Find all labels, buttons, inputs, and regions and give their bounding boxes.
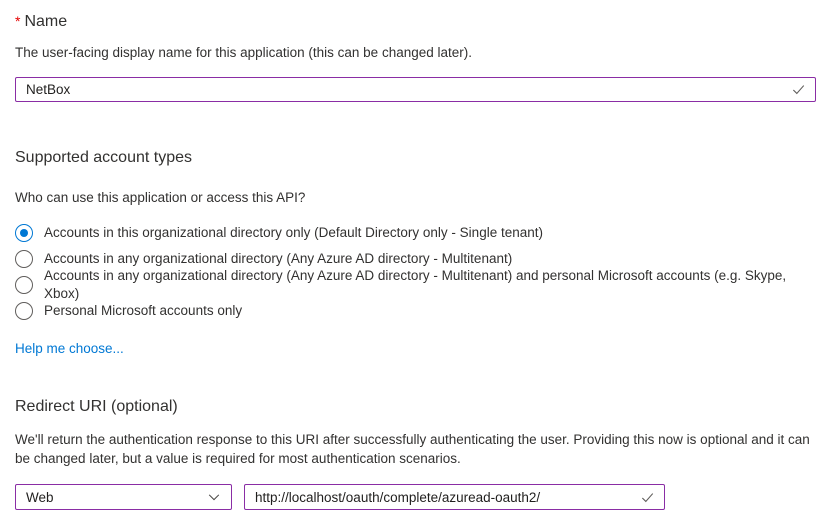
name-input-field <box>15 77 816 102</box>
help-me-choose-link[interactable]: Help me choose... <box>15 341 124 356</box>
radio-option-label: Personal Microsoft accounts only <box>44 303 243 318</box>
redirect-uri-controls <box>15 484 815 510</box>
name-section-title <box>15 11 815 32</box>
name-input[interactable] <box>16 82 790 97</box>
checkmark-icon <box>639 489 655 505</box>
account-types-radio-group <box>15 220 815 324</box>
required-asterisk: * <box>15 13 21 29</box>
name-section <box>15 11 815 102</box>
redirect-uri-section <box>15 396 815 510</box>
account-types-title: Supported account types <box>15 149 193 166</box>
radio-option-label: Accounts in any organizational directory (Any Azure AD directory - Multitenant) and personal Microsoft accounts (e.g. Skype, Xbox) <box>44 268 787 301</box>
account-types-question: Who can use this application or access this API? <box>15 190 306 205</box>
radio-button-icon[interactable] <box>15 224 33 242</box>
checkmark-icon <box>790 82 806 98</box>
name-description: The user-facing display name for this application (this can be changed later). <box>15 45 472 60</box>
radio-button-icon[interactable] <box>15 276 33 294</box>
radio-button-icon[interactable] <box>15 302 33 320</box>
chevron-down-icon <box>206 489 222 505</box>
radio-option-multitenant-personal[interactable] <box>15 268 815 301</box>
redirect-uri-input-field <box>244 484 665 510</box>
redirect-uri-title: Redirect URI (optional) <box>15 398 178 415</box>
redirect-uri-input[interactable] <box>245 490 639 505</box>
platform-selected-value: Web <box>26 489 54 505</box>
radio-option-label: Accounts in any organizational directory (Any Azure AD directory - Multitenant) <box>44 251 513 266</box>
name-title-text: Name <box>24 13 68 30</box>
platform-select-dropdown[interactable] <box>15 484 232 510</box>
redirect-uri-description: We'll return the authentication response to this URI after successfully authenticating the user. Providing this now is optional and it can be changed later, but a value is required for most authentication scenarios. <box>15 432 810 466</box>
radio-option-label: Accounts in this organizational directory only (Default Directory only - Single tenant) <box>44 225 543 240</box>
radio-button-icon[interactable] <box>15 250 33 268</box>
radio-option-single-tenant[interactable] <box>15 220 815 246</box>
account-types-section <box>15 147 815 358</box>
